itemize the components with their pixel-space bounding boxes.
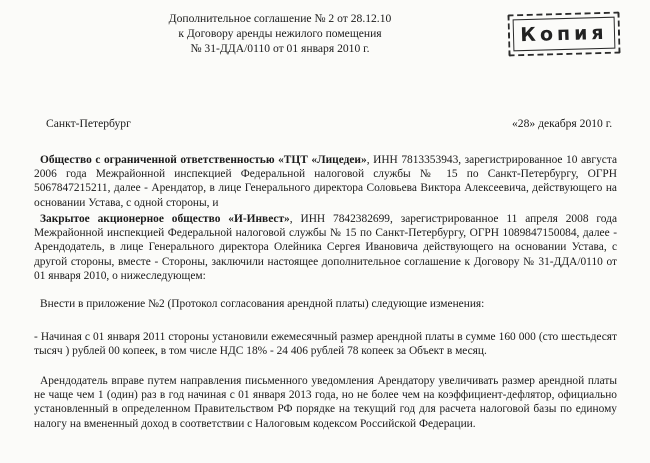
header-title: Дополнительное соглашение № 2 от 28.12.10: [168, 12, 392, 25]
copy-stamp: [507, 12, 620, 57]
party-1-name: Общество с ограниченной ответственностью «ТЦТ «Лицедеи»: [40, 154, 367, 166]
party-2-details: , ИНН 7842382699, зарегистрированное 11 апреля 2008 года Межрайонной инспекцией Федеральной налоговой службы № 15 по Санкт-Петербургу, ОГРН 1089847150084, далее - Арендодатель, в лице Генерального директора Олейника Сергея Ивановича действующего на основании Устава, с другой стороны, вместе - Стороны, заключили настоящее дополнительное соглашение к Договору № 31-ДДА/0110 от 01 января 2010, о нижеследующем:: [34, 213, 617, 282]
party-1-details: , ИНН 7813353943, зарегистрированное 10 августа 2006 года Межрайонной инспекцией Федеральной налоговой службы № 15 по Санкт-Петербургу, ОГРН 5067847215211, далее - Арендатор, в лице Генерального директора Соловьева Виктора Алексеевича, действующего на основании Устава, с одной стороны, и: [34, 154, 617, 209]
copy-stamp-frame: [513, 17, 616, 52]
copy-stamp-label: Копия: [520, 21, 608, 47]
header-contract-number: № 31-ДДА/0110 от 01 января 2010 г.: [190, 41, 370, 55]
intro-text: Внести в приложение №2 (Протокол согласования арендной платы) следующие изменения:: [40, 298, 485, 310]
header-subtitle: к Договору аренды нежилого помещения: [178, 26, 382, 40]
rent-increase-paragraph: [34, 374, 617, 431]
document-header: [150, 12, 410, 56]
signing-date: «28» декабря 2010 г.: [512, 117, 613, 130]
party-2-name: Закрытое акционерное общество «И-Инвест»: [40, 213, 290, 225]
party-1-paragraph: [34, 153, 617, 210]
party-2-paragraph: [34, 212, 617, 283]
rent-clause-text: - Начиная с 01 января 2011 стороны установили ежемесячный размер арендной платы в сумме 160 000 (сто шестьдесят тысяч ) рублей 00 копеек, в том числе НДС 18% - 24 406 рублей 78 копеек за Объект в месяц.: [34, 331, 617, 358]
rent-clause-paragraph: [34, 330, 617, 358]
rent-increase-text: Арендодатель вправе путем направления письменного уведомления Арендатору увеличивать размер арендной платы не чаще чем 1 (один) раз в год начиная с 01 января 2013 года, но не более чем на коэффициент-дефлятор, официально установленный в определенном Правительством РФ порядке на текущий год для расчета налоговой базы по единому налогу на вмененный доход в соответствии с Налоговым кодексом Российской Федерации.: [34, 375, 617, 430]
place-of-signing: Санкт-Петербург: [46, 117, 131, 130]
intro-paragraph: [34, 297, 617, 311]
